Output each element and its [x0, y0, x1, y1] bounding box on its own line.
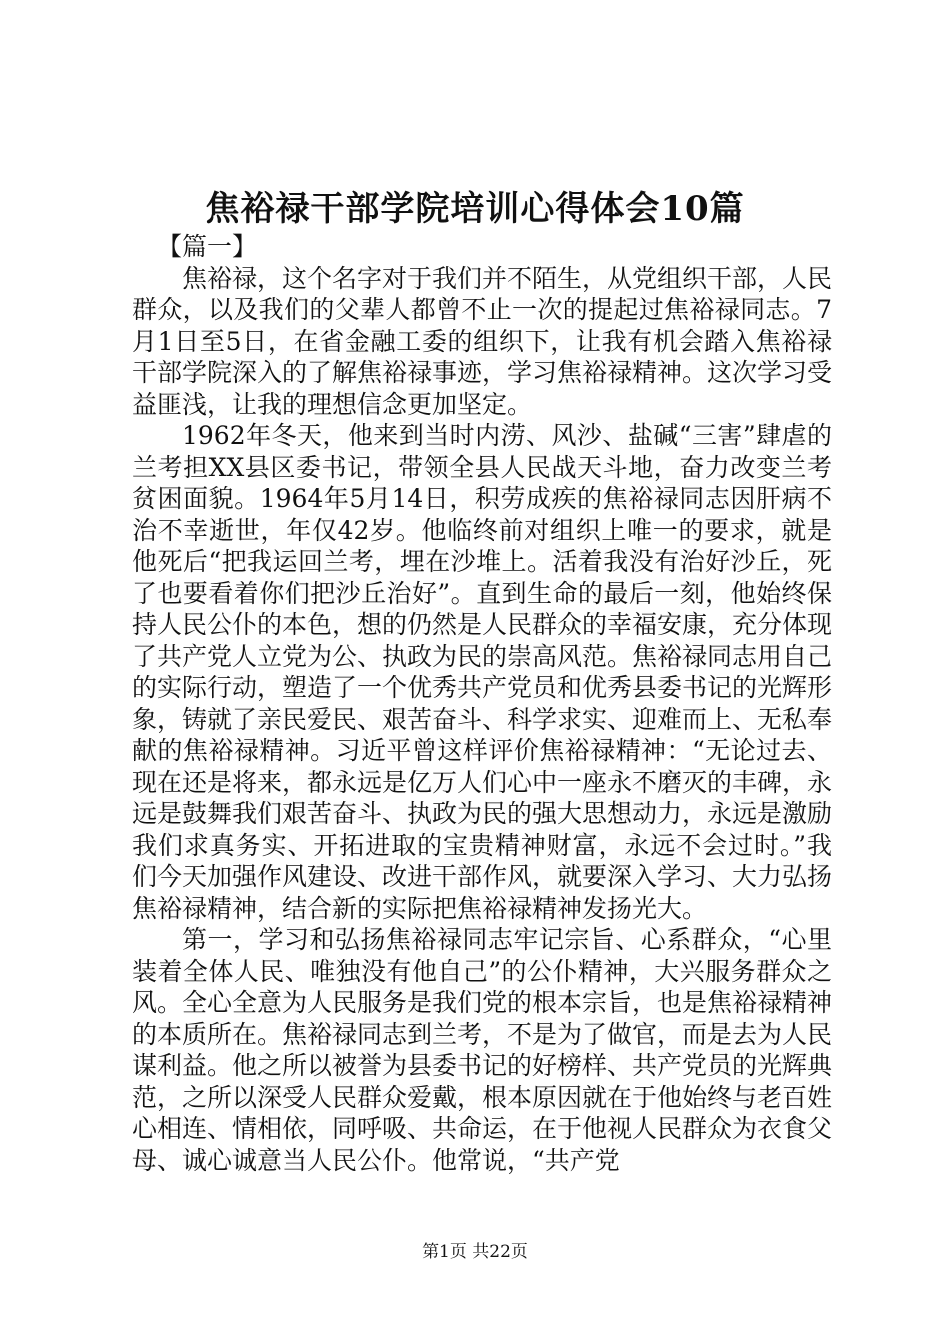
- paragraph-2: 1962年冬天，他来到当时内涝、风沙、盐碱“三害”肆虐的兰考担XX县区委书记，带领全县人民战天斗地，奋力改变兰考贫困面貌。1964年5月14日，积劳成疾的焦裕禄同志因肝病不治不幸逝世，年仅42岁。他临终前对组织上唯一的要求，就是他死后“把我运回兰考，埋在沙堆上。活着我没有治好沙丘，死了也要看着你们把沙丘治好”。直到生命的最后一刻，他始终保持人民公仆的本色，想的仍然是人民群众的幸福安康，充分体现了共产党人立党为公、执政为民的崇高风范。焦裕禄同志用自己的实际行动，塑造了一个优秀共产党员和优秀县委书记的光辉形象，铸就了亲民爱民、艰苦奋斗、科学求实、迎难而上、无私奉献的焦裕禄精神。习近平曾这样评价焦裕禄精神：“无论过去、现在还是将来，都永远是亿万人们心中一座永不磨灭的丰碑，永远是鼓舞我们艰苦奋斗、执政为民的强大思想动力，永远是激励我们求真务实、开拓进取的宝贵精神财富，永远不会过时。”我们今天加强作风建设、改进干部作风，就要深入学习、大力弘扬焦裕禄精神，结合新的实际把焦裕禄精神发扬光大。: [132, 421, 833, 923]
- section-heading: 【篇一】: [157, 232, 258, 261]
- paragraph-3: 第一，学习和弘扬焦裕禄同志牢记宗旨、心系群众，“心里装着全体人民、唯独没有他自己”的公仆精神，大兴服务群众之风。全心全意为人民服务是我们党的根本宗旨，也是焦裕禄精神的本质所在。焦裕禄同志到兰考，不是为了做官，而是去为人民谋利益。他之所以被誉为县委书记的好榜样、共产党员的光辉典范，之所以深受人民群众爱戴，根本原因就在于他始终与老百姓心相连、情相依，同呼吸、共命运，在于他视人民群众为衣食父母、诚心诚意当人民公仆。他常说，“共产党: [132, 925, 833, 1175]
- page-footer: 第1页 共22页: [422, 1242, 528, 1262]
- document-body: [132, 231, 832, 1176]
- document-title: 焦裕禄干部学院培训心得体会10篇: [205, 189, 745, 229]
- paragraph-1: 焦裕禄，这个名字对于我们并不陌生，从党组织干部，人民群众，以及我们的父辈人都曾不止一次的提起过焦裕禄同志。7月1日至5日，在省金融工委的组织下，让我有机会踏入焦裕禄干部学院深入的了解焦裕禄事迹，学习焦裕禄精神。这次学习受益匪浅，让我的理想信念更加坚定。: [132, 263, 833, 419]
